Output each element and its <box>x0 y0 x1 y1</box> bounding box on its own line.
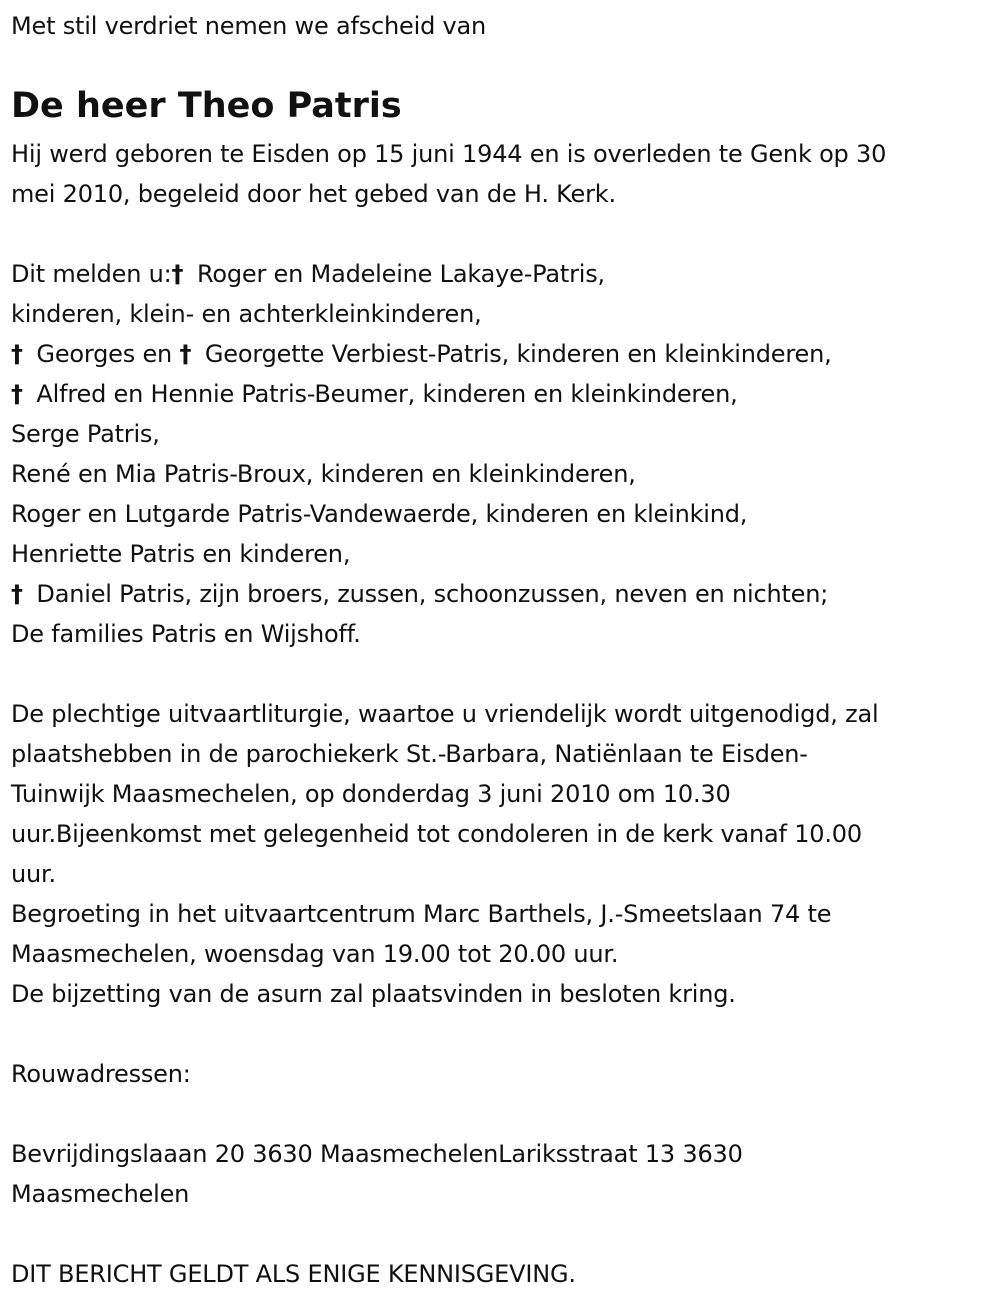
mourners-list <box>11 254 832 654</box>
addresses-label-block <box>11 1054 191 1094</box>
intro-text: Met stil verdriet nemen we afscheid van <box>11 12 487 40</box>
mourner-line-5: Serge Patris, <box>11 420 160 448</box>
addresses-label: Rouwadressen: <box>11 1060 191 1088</box>
birth-line-2: mei 2010, begeleid door het gebed van de H. Kerk. <box>11 180 616 208</box>
mourner-line-1 <box>11 254 832 294</box>
ceremony-line-6: Begroeting in het uitvaartcentrum Marc Barthels, J.-Smeetslaan 74 te <box>11 900 832 928</box>
mourner-line-7: Roger en Lutgarde Patris-Vandewaerde, kinderen en kleinkind, <box>11 500 748 528</box>
mourner-text: Alfred en Hennie Patris-Beumer, kinderen en kleinkinderen, <box>29 380 738 408</box>
deceased-name: De heer Theo Patris <box>11 86 402 126</box>
mourner-line-6: René en Mia Patris-Broux, kinderen en kleinkinderen, <box>11 460 636 488</box>
cross-icon: † <box>11 380 23 408</box>
cross-icon: † <box>179 340 192 368</box>
mourner-line-3 <box>11 334 832 374</box>
ceremony-line-7: Maasmechelen, woensdag van 19.00 tot 20.00 uur. <box>11 940 619 968</box>
address-line-2: Maasmechelen <box>11 1180 190 1208</box>
address-line-1: Bevrijdingslaaan 20 3630 MaasmechelenLariksstraat 13 3630 <box>11 1140 743 1168</box>
mourner-line-10: De families Patris en Wijshoff. <box>11 620 361 648</box>
ceremony-line-5: uur. <box>11 860 56 888</box>
birth-line-1: Hij werd geboren te Eisden op 15 juni 1944 en is overleden te Genk op 30 <box>11 140 887 168</box>
cross-icon: † <box>171 260 184 288</box>
birth-death-paragraph <box>11 134 886 214</box>
ceremony-line-1: De plechtige uitvaartliturgie, waartoe u vriendelijk wordt uitgenodigd, zal <box>11 700 879 728</box>
mourner-text: Roger en Madeleine Lakaye-Patris, <box>189 260 605 288</box>
mourner-text: Georges en <box>29 340 180 368</box>
ceremony-line-2: plaatshebben in de parochiekerk St.-Barbara, Natiënlaan te Eisden- <box>11 740 808 768</box>
cross-icon: † <box>11 580 23 608</box>
addresses-block <box>11 1134 743 1214</box>
ceremony-line-8: De bijzetting van de asurn zal plaatsvinden in besloten kring. <box>11 980 736 1008</box>
notice-block <box>11 1254 576 1294</box>
cross-icon: † <box>11 340 23 368</box>
mourner-line-9 <box>11 574 832 614</box>
mourners-prefix: Dit melden u: <box>11 260 172 288</box>
ceremony-paragraph <box>11 694 878 1014</box>
mourner-line-4 <box>11 374 832 414</box>
mourner-line-8: Henriette Patris en kinderen, <box>11 540 351 568</box>
ceremony-line-4: uur.Bijeenkomst met gelegenheid tot condoleren in de kerk vanaf 10.00 <box>11 820 862 848</box>
mourner-text: Daniel Patris, zijn broers, zussen, schoonzussen, neven en nichten; <box>29 580 829 608</box>
official-notice: DIT BERICHT GELDT ALS ENIGE KENNISGEVING. <box>11 1260 576 1288</box>
ceremony-line-3: Tuinwijk Maasmechelen, op donderdag 3 juni 2010 om 10.30 <box>11 780 731 808</box>
mourner-line-2: kinderen, klein- en achterkleinkinderen, <box>11 300 482 328</box>
mourner-text: Georgette Verbiest-Patris, kinderen en kleinkinderen, <box>197 340 832 368</box>
